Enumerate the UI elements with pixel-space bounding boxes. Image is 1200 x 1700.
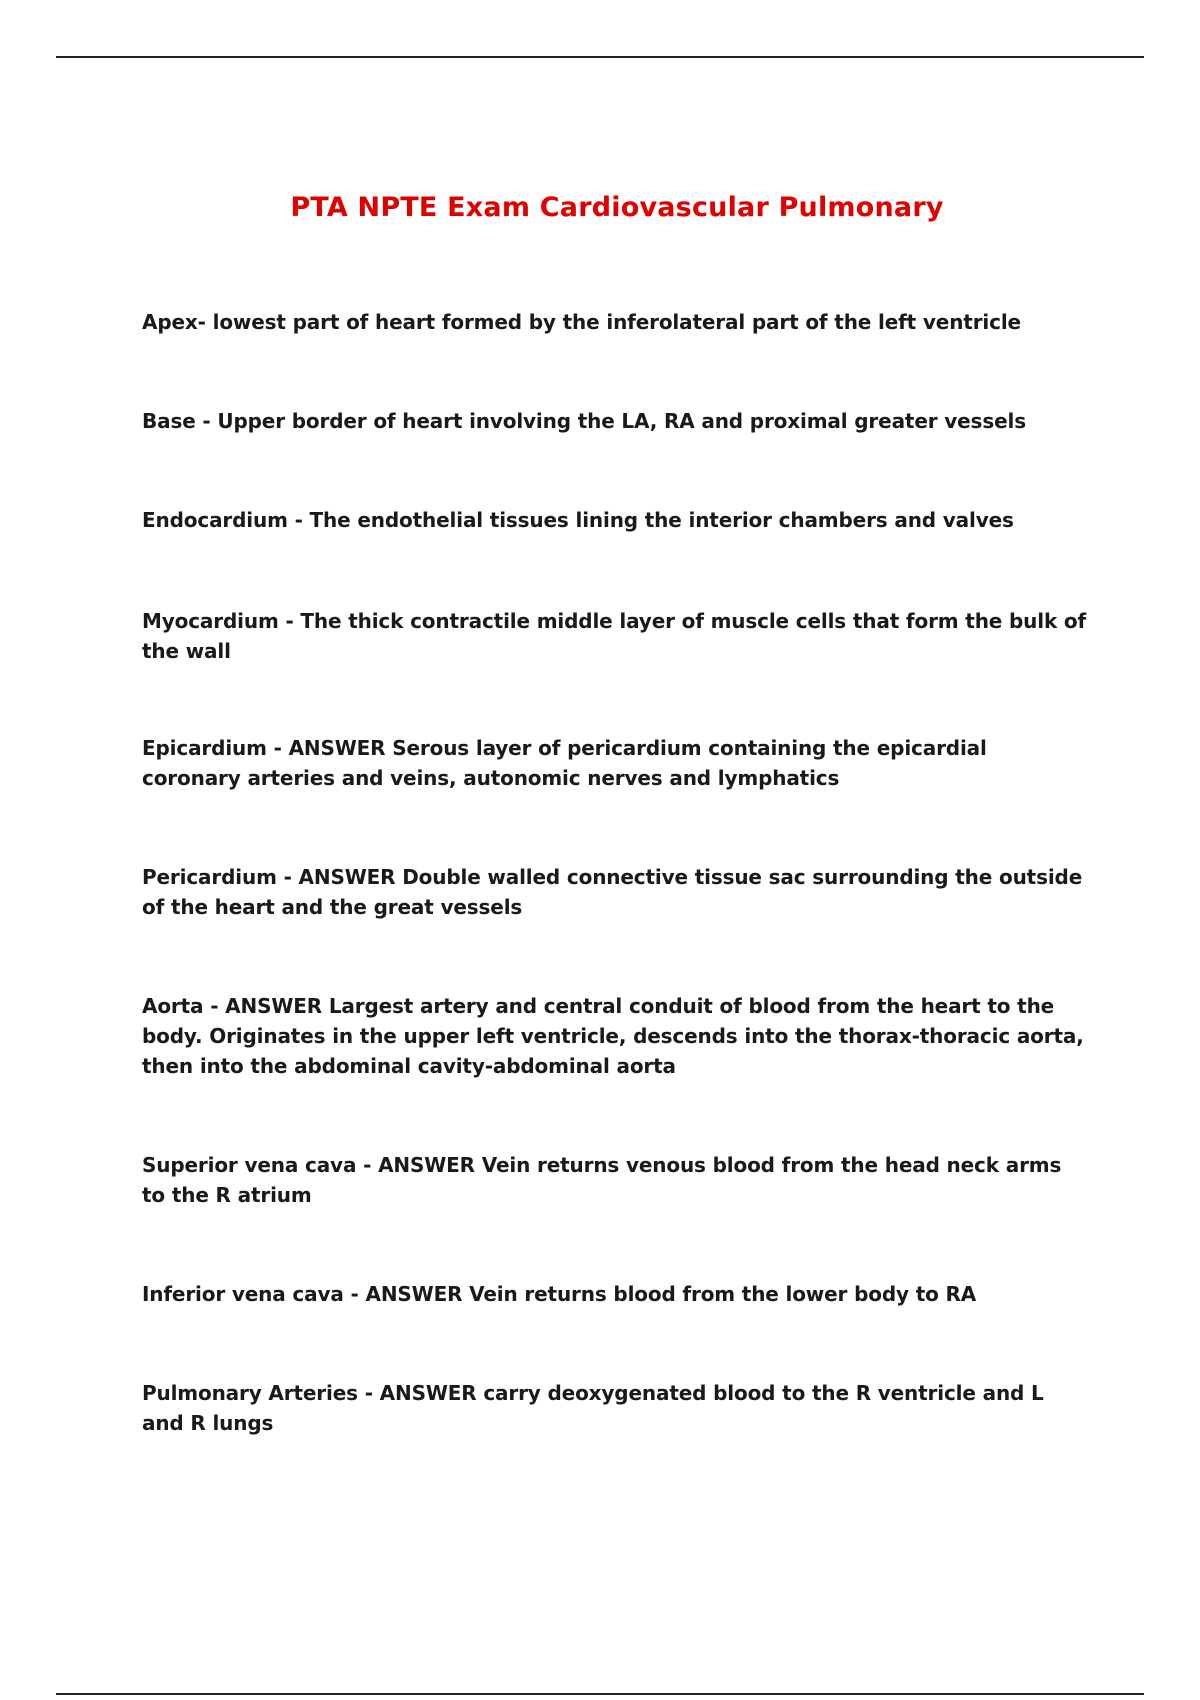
document-title: PTA NPTE Exam Cardiovascular Pulmonary bbox=[290, 192, 944, 223]
bottom-divider bbox=[56, 1693, 1144, 1695]
entry-apex: Apex- lowest part of heart formed by the inferolateral part of the left ventricle bbox=[142, 310, 1021, 334]
entry-pericardium: Pericardium - ANSWER Double walled connective tissue sac surrounding the outside of the heart and the great vessels bbox=[142, 865, 1083, 919]
entry-pulmonary-arteries: Pulmonary Arteries - ANSWER carry deoxygenated blood to the R ventricle and L and R lungs bbox=[142, 1381, 1044, 1435]
entry-epicardium: Epicardium - ANSWER Serous layer of pericardium containing the epicardial coronary arteries and veins, autonomic nerves and lymphatics bbox=[142, 736, 987, 790]
entry-base: Base - Upper border of heart involving the LA, RA and proximal greater vessels bbox=[142, 409, 1026, 433]
entry-inferior-vena-cava: Inferior vena cava - ANSWER Vein returns blood from the lower body to RA bbox=[142, 1282, 977, 1306]
top-divider bbox=[56, 56, 1144, 58]
entry-aorta: Aorta - ANSWER Largest artery and central conduit of blood from the heart to the body. Originates in the upper left ventricle, descends into the thorax-thoracic aorta, then into the abdominal cavity-abdominal aorta bbox=[142, 994, 1084, 1078]
entry-superior-vena-cava: Superior vena cava - ANSWER Vein returns venous blood from the head neck arms to the R atrium bbox=[142, 1153, 1062, 1207]
entry-myocardium: Myocardium - The thick contractile middle layer of muscle cells that form the bulk of the wall bbox=[142, 609, 1087, 663]
entry-endocardium: Endocardium - The endothelial tissues lining the interior chambers and valves bbox=[142, 508, 1014, 532]
